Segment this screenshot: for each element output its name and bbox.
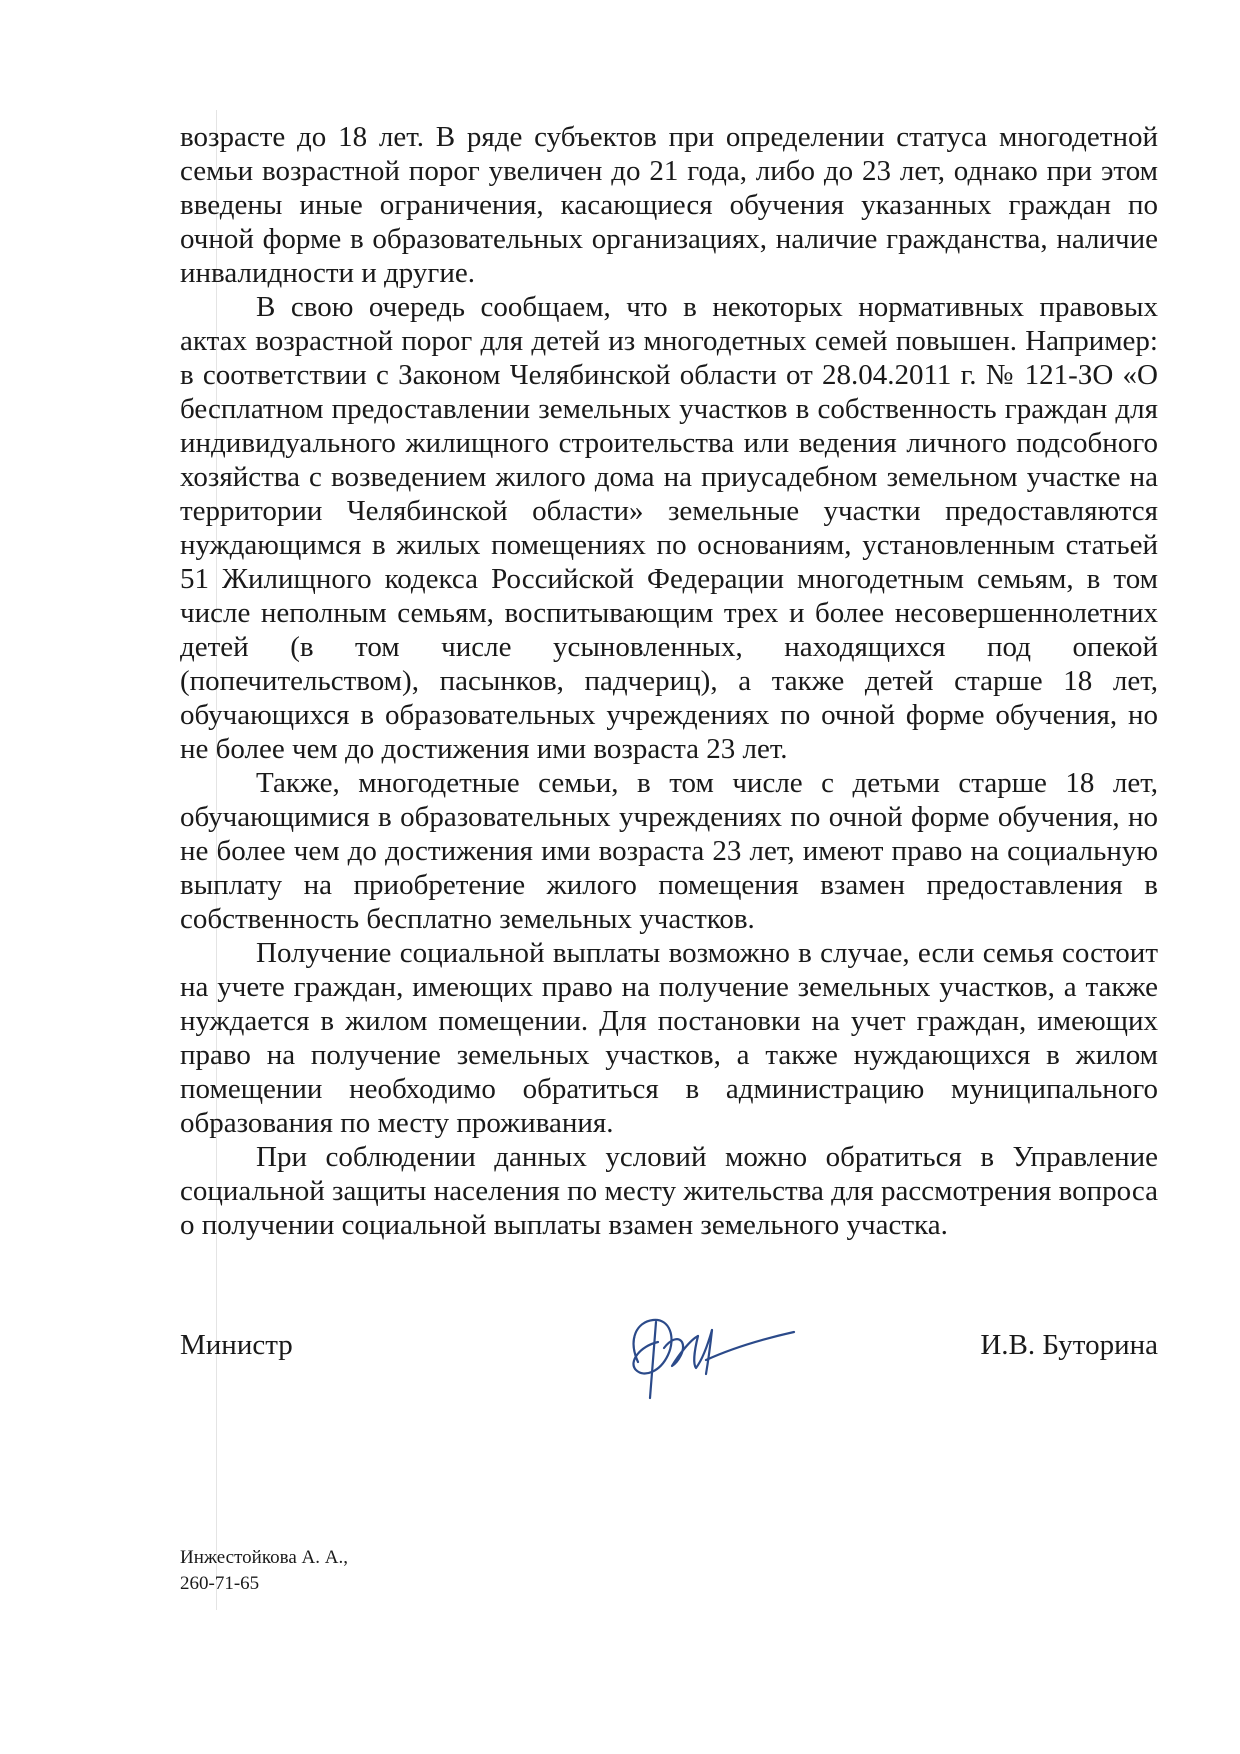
handwritten-signature-icon (598, 1300, 798, 1410)
executor-name: Инжестойкова А. А., (180, 1547, 348, 1568)
paragraph-5: При соблюдении данных условий можно обратиться в Управление социальной защиты населения по месту жительства для рассмотрения вопроса о получении социальной выплаты взамен земельного участка. (180, 1141, 1158, 1241)
paragraph-1: возрасте до 18 лет. В ряде субъектов при определении статуса многодетной семьи возрастной порог увеличен до 21 года, либо до 23 лет, однако при этом введены иные ограничения, касающиеся обучения указанных граждан по очной форме в образовательных организациях, наличие гражданства, наличие инвалидности и другие. (180, 121, 1158, 289)
executor-phone: 260-71-65 (180, 1573, 260, 1594)
signatory-name: И.В. Буторина (980, 1329, 1158, 1361)
paragraph-3: Также, многодетные семьи, в том числе с детьми старше 18 лет, обучающимися в образовательных учреждениях по очной форме обучения, но не более чем до достижения ими возраста 23 лет, имеют право на социальную выплату на приобретение жилого помещения взамен предоставления в собственность бесплатно земельных участков. (180, 767, 1158, 935)
letter-body (180, 120, 1158, 1242)
paragraph-2: В свою очередь сообщаем, что в некоторых нормативных правовых актах возрастной порог для детей из многодетных семей повышен. Например: в соответствии с Законом Челябинской области от 28.04.2011 г. № 121-ЗО «О бесплатном предоставлении земельных участков в собственность граждан для индивидуального жилищного строительства или ведения личного подсобного хозяйства с возведением жилого дома на приусадебном земельном участке на территории Челябинской области» земельные участки предоставляются нуждающимся в жилых помещениях по основаниям, установленным статьей 51 Жилищного кодекса Российской Федерации многодетным семьям, в том числе неполным семьям, воспитывающим трех и более несовершеннолетних детей (в том числе усыновленных, находящихся под опекой (попечительством), пасынков, падчериц), а также детей старше 18 лет, обучающихся в образовательных учреждениях по очной форме обучения, но не более чем до достижения ими возраста 23 лет. (180, 291, 1158, 765)
executor-footer (180, 1545, 348, 1597)
paragraph-4: Получение социальной выплаты возможно в случае, если семья состоит на учете граждан, имеющих право на получение земельных участков, а также нуждается в жилом помещении. Для постановки на учет граждан, имеющих право на получение земельных участков, а также нуждающихся в жилом помещении необходимо обратиться в администрацию муниципального образования по месту проживания. (180, 937, 1158, 1139)
signatory-position: Министр (180, 1329, 293, 1361)
